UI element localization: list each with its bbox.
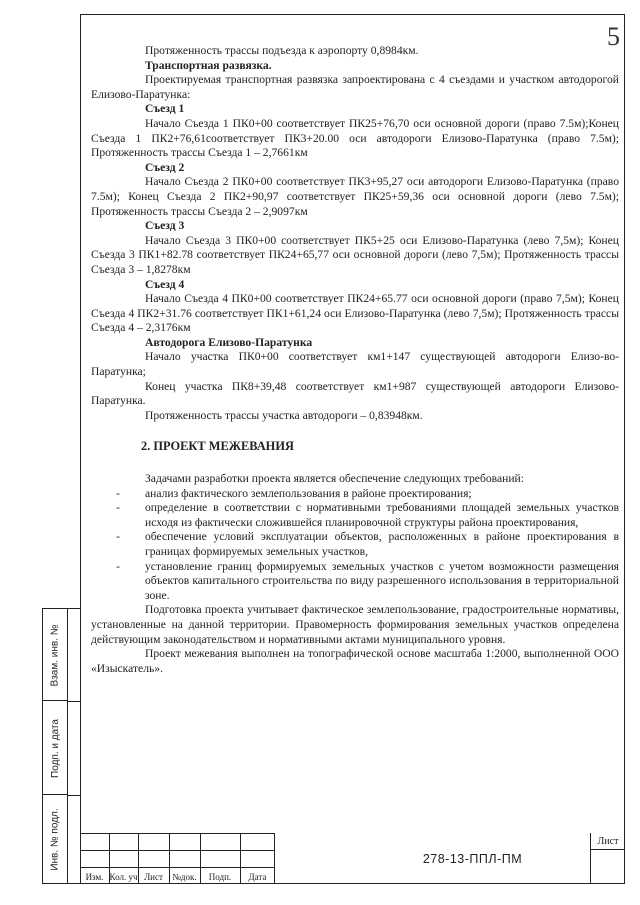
list-dash: - bbox=[116, 530, 120, 544]
subheading: Транспортная развязка. bbox=[145, 58, 272, 72]
page-number: 5 bbox=[607, 22, 620, 51]
list-item bbox=[91, 487, 619, 502]
paragraph: Начало Съезда 4 ПК0+00 соответствует ПК24+65.77 оси основной дороги (право 7,5м); Конец Съезда 4 ПК2+31.76 соответствует ПК1+61,24 оси Елизово-Паратунка (лево 7,5м); Протяженность трассы Съезда 4 – 2,3176км bbox=[91, 292, 619, 335]
paragraph: Начало участка ПК0+00 соответствует км1+147 существующей автодороги Елизо-во-Паратунка; bbox=[91, 350, 619, 379]
list-item bbox=[91, 501, 619, 530]
paragraph: Проектируемая транспортная развязка запроектирована с 4 съездами и участком автодорогой Елизово-Паратунка: bbox=[91, 73, 619, 101]
subheading: Съезд 2 bbox=[145, 160, 185, 174]
list-item bbox=[91, 560, 619, 604]
requirements-list bbox=[91, 487, 619, 604]
subheading: Автодорога Елизово-Паратунка bbox=[145, 335, 313, 349]
col-data: Дата bbox=[248, 872, 267, 882]
document-code: 278-13-ППЛ-ПМ bbox=[422, 851, 523, 866]
paragraph: Проект межевания выполнен на топографической основе масштаба 1:2000, выполненной ООО «Изыскатель». bbox=[91, 647, 619, 675]
list-item-text: анализ фактического землепользования в районе проектирования; bbox=[145, 486, 472, 500]
side-label-podp: Подп. и дата bbox=[49, 718, 61, 778]
list-item-text: обеспечение условий эксплуатации объектов, расположенных в районе проектирования в границах формируемых земельных участков, bbox=[145, 530, 619, 558]
approval-side-column bbox=[42, 608, 68, 884]
col-izm: Изм. bbox=[85, 872, 104, 882]
revision-table bbox=[80, 833, 275, 884]
list-dash: - bbox=[116, 486, 120, 500]
col-list: Лист bbox=[144, 872, 163, 882]
paragraph: Начало Съезда 2 ПК0+00 соответствует ПК3+95,27 оси автодороги Елизово-Паратунка (право 7.5м); Конец Съезда 2 ПК2+90,97 соответствует ПК25+59,36 оси основной дороги (лево 7.5м); Протяженность трассы Съезда 2 – 2,9097км bbox=[91, 175, 619, 218]
list-dash: - bbox=[116, 501, 120, 515]
list-item-text: определение в соответствии с нормативными требованиями площадей земельных участков исходя из фактически сложившейся планировочной структуры района проектирования, bbox=[145, 501, 619, 529]
section-intro: Задачами разработки проекта является обеспечение следующих требований: bbox=[145, 472, 524, 486]
side-label-vzam: Взам. инв. № bbox=[49, 624, 61, 686]
section-title: 2. ПРОЕКТ МЕЖЕВАНИЯ bbox=[141, 439, 294, 454]
side-label-inv: Инв. № подл. bbox=[49, 807, 61, 871]
document-body bbox=[91, 44, 619, 676]
subheading: Съезд 4 bbox=[145, 277, 185, 291]
paragraph: Конец участка ПК8+39,48 соответствует км1+987 существующей автодороги Елизово-Паратунка. bbox=[91, 379, 619, 408]
list-item bbox=[91, 530, 619, 559]
paragraph: Протяженность трассы участка автодороги – 0,83948км. bbox=[145, 408, 423, 422]
sheet-label: Лист bbox=[591, 833, 625, 850]
col-ndok: №док. bbox=[172, 872, 197, 882]
paragraph: Подготовка проекта учитывает фактическое землепользование, градостроительные нормативы, установленные на данной территории. Правомерность формирования земельных участков определена действующим законодательством и нормативными актами муниципального уровня. bbox=[91, 603, 619, 646]
title-block bbox=[80, 833, 625, 884]
col-podp: Подп. bbox=[208, 872, 232, 882]
paragraph: Начало Съезда 3 ПК0+00 соответствует ПК5+25 оси Елизово-Паратунка (лево 7,5м); Конец Съезда 3 ПК1+82.78 соответствует ПК24+65,77 оси основной дороги (лево 7,5м); Протяженность трассы Съезда 3 – 1,8278км bbox=[91, 233, 619, 276]
paragraph: Начало Съезда 1 ПК0+00 соответствует ПК25+76,70 оси основной дороги (право 7.5м);Конец Съезда 1 ПК2+76,61соответствует ПК3+20.00 оси автодороги Елизово-Паратунка (право 7.5м); Протяженность трассы Съезда 1 – 2,7661км bbox=[91, 116, 619, 160]
list-dash: - bbox=[116, 559, 120, 573]
sheet-cell bbox=[590, 833, 625, 884]
list-item-text: установление границ формируемых земельных участков с учетом возможности размещения объектов капитального строительства по виду разрешенного использования в территориальной зоне. bbox=[145, 559, 619, 602]
paragraph: Протяженность трассы подъезда к аэропорту 0,8984км. bbox=[145, 44, 419, 57]
subheading: Съезд 3 bbox=[145, 219, 185, 233]
transport-section bbox=[91, 44, 619, 423]
col-kol: Кол. уч bbox=[109, 872, 138, 882]
subheading: Съезд 1 bbox=[145, 102, 185, 116]
